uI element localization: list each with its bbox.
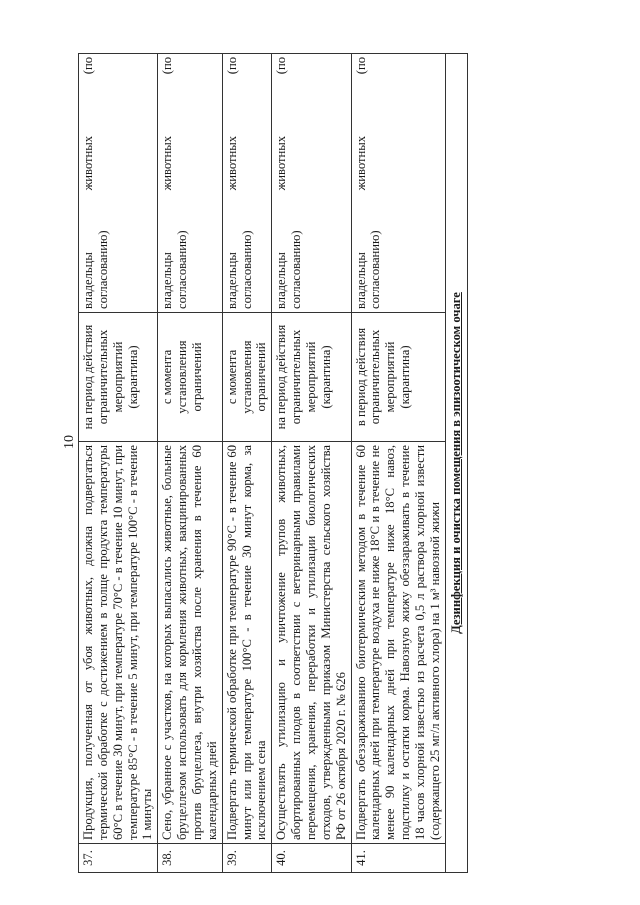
responsible-owners: владельцы	[274, 252, 289, 309]
responsible-animals: животных	[224, 135, 239, 191]
period-text: с момента установления ограничений	[158, 313, 222, 442]
row-number: 37.	[79, 844, 158, 873]
table-row	[79, 54, 158, 873]
table-row	[222, 54, 272, 873]
period-text: на период действия ограничительных мероприятий (карантина)	[79, 313, 158, 442]
section-heading-row	[445, 54, 467, 873]
responsible-agreement: согласованию)	[175, 230, 190, 309]
responsible-agreement: согласованию)	[239, 230, 254, 309]
measures-table	[78, 53, 468, 873]
responsible-by: (по	[160, 57, 175, 75]
table-row	[351, 54, 445, 873]
row-number: 41.	[351, 844, 445, 873]
responsible-animals: животных	[353, 135, 368, 191]
responsible-cell	[158, 54, 222, 313]
rotated-table-page	[78, 53, 583, 873]
section-heading: Дезинфекция и очистка помещения в эпизоотическом очаге	[445, 54, 467, 873]
period-text: на период действия ограничительных мероприятий (карантина)	[272, 313, 351, 442]
responsible-animals: животных	[160, 135, 175, 191]
responsible-by: (по	[224, 57, 239, 75]
table-row	[272, 54, 351, 873]
responsible-by: (по	[274, 57, 289, 75]
responsible-agreement: согласованию)	[368, 230, 383, 309]
responsible-cell	[351, 54, 445, 313]
responsible-by: (по	[353, 57, 368, 75]
page-number: 10	[62, 435, 77, 449]
responsible-animals: животных	[274, 135, 289, 191]
responsible-cell	[272, 54, 351, 313]
responsible-agreement: согласованию)	[289, 230, 304, 309]
responsible-agreement: согласованию)	[95, 230, 110, 309]
row-number: 38.	[158, 844, 222, 873]
row-number: 39.	[222, 844, 272, 873]
measure-text: Осуществлять утилизацию и уничтожение трупов животных, абортированных плодов в соответствии с ветеринарными правилами перемещения, хранения, переработки и утилизации биологических отходов, утвержденными приказом Министерства сельского хозяйства РФ от 26 октября 2020 г. № 626	[272, 442, 351, 844]
table-row	[158, 54, 222, 873]
period-text: в период действия ограничительных мероприятий (карантина)	[351, 313, 445, 442]
row-number: 40.	[272, 844, 351, 873]
measure-text: Сено, убранное с участков, на которых выпасались животные, больные бруцеллезом использовать для кормления животных, вакцинированных против бруцеллеза, внутри хозяйства после хранения в течение 60 календарных дней	[158, 442, 222, 844]
period-text: с момента установления ограничений	[222, 313, 272, 442]
measure-text: Подвергать термической обработке при температуре 90°С - в течение 60 минут или при температуре 100°С - в течение 30 минут корма, за исключением сена	[222, 442, 272, 844]
measure-text: Подвергать обеззараживанию биотермическим методом в течение 60 календарных дней при температуре воздуха не ниже 18°С и в течение не менее 90 календарных дней при температуре ниже 18°С навоз, подстилку и остатки корма. Навозную жижу обеззараживать в течение 18 часов хлорной известью из расчета 0,5 л раствора хлорной извести (содержащего 25 мг/л активного хлора) на 1 м³ навозной жижи	[351, 442, 445, 844]
responsible-owners: владельцы	[160, 252, 175, 309]
responsible-owners: владельцы	[81, 252, 95, 309]
responsible-owners: владельцы	[353, 252, 368, 309]
responsible-by: (по	[81, 57, 95, 75]
measure-text: Продукция, полученная от убоя животных, должна подвергаться термической обработке с достижением в толще продукта температуры 60°С в течение 30 минут, при температуре 70°С - в течение 10 минут, при температуре 85°С - в течение 5 минут, при температуре 100°С - в течение 1 минуты	[79, 442, 158, 844]
responsible-owners: владельцы	[224, 252, 239, 309]
responsible-cell	[222, 54, 272, 313]
responsible-cell	[79, 54, 158, 313]
responsible-animals: животных	[81, 135, 95, 191]
